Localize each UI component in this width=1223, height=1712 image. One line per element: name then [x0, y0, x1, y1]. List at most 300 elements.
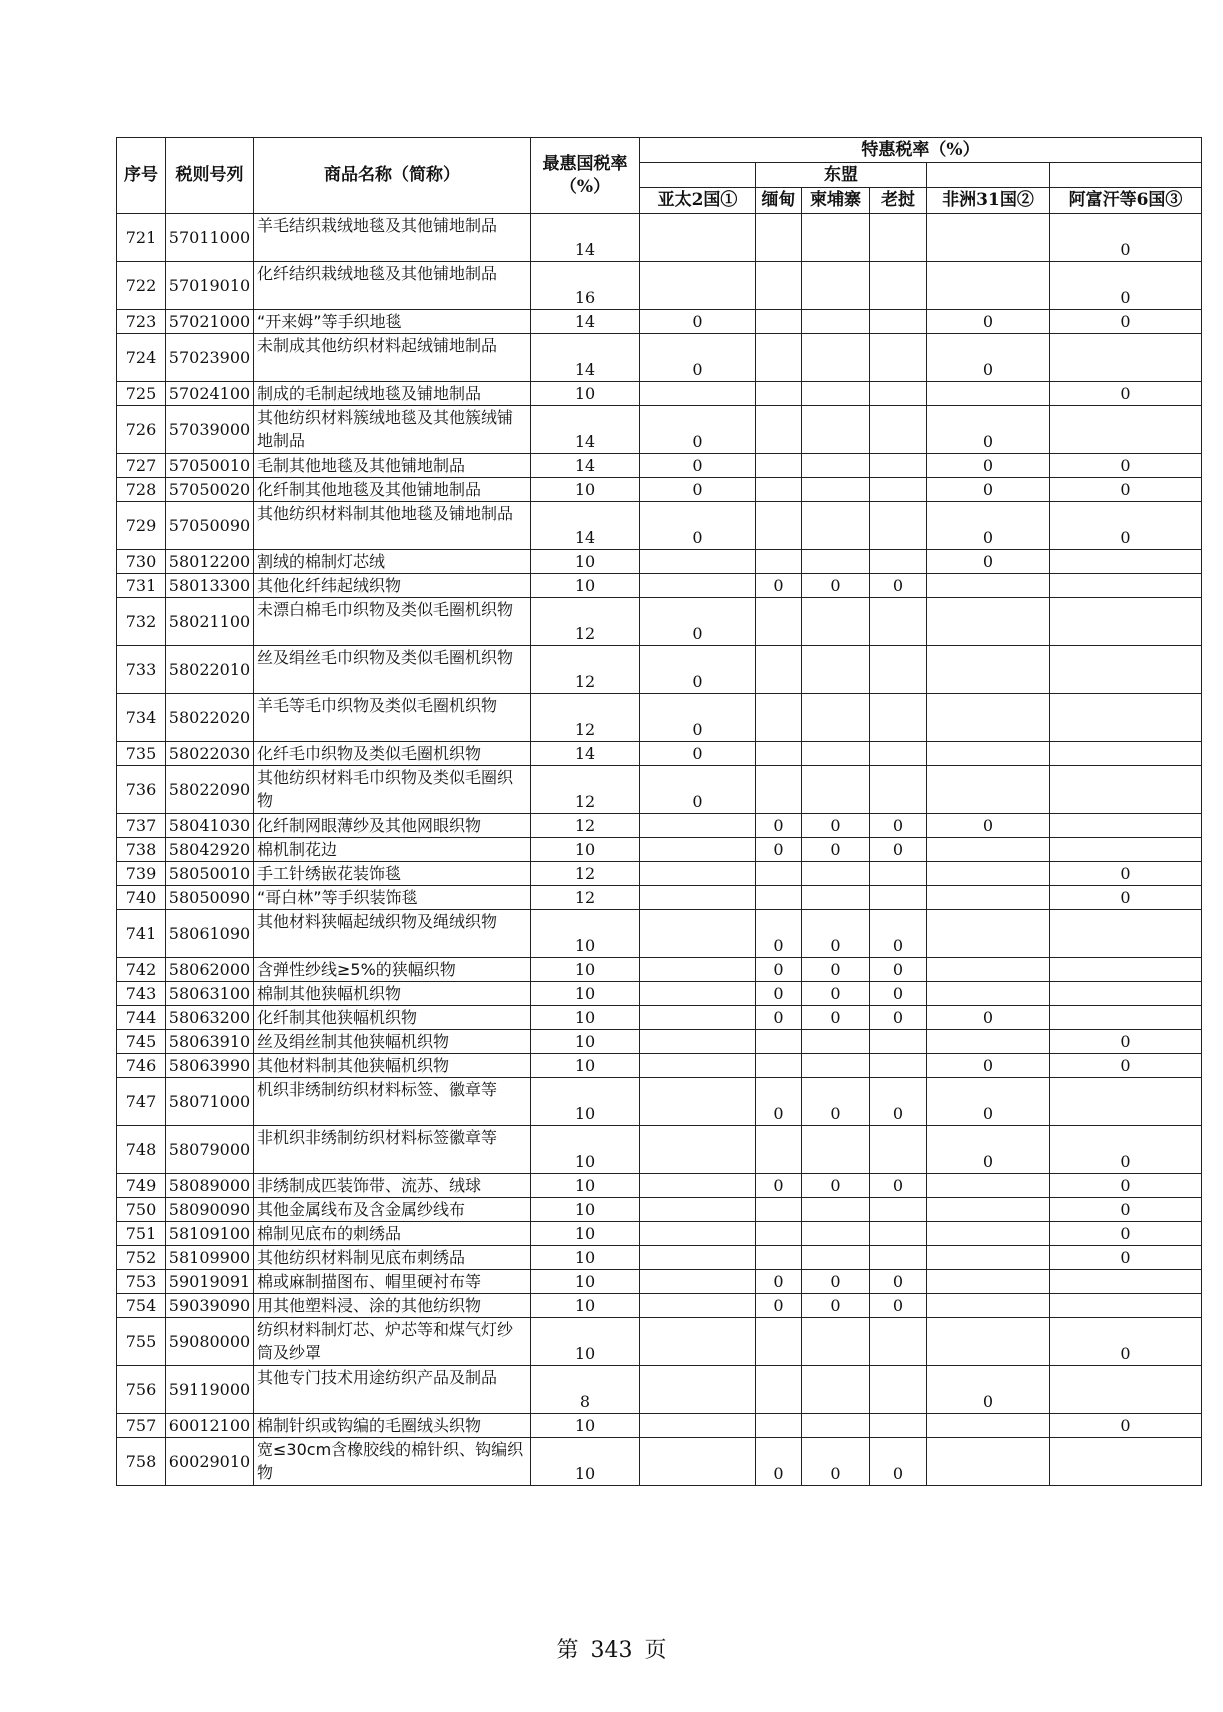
cell-cambodia: 0: [802, 838, 870, 862]
cell-africa: [927, 214, 1050, 262]
cell-laos: 0: [870, 1078, 927, 1126]
cell-mfn-rate: 10: [531, 1318, 640, 1366]
cell-cambodia: [802, 382, 870, 406]
cell-code: 58022010: [166, 646, 254, 694]
cell-seq: 744: [117, 1006, 166, 1030]
cell-afghanistan: 0: [1050, 1126, 1202, 1174]
cell-seq: 757: [117, 1414, 166, 1438]
cell-afghanistan: 0: [1050, 1174, 1202, 1198]
cell-africa: [927, 838, 1050, 862]
cell-seq: 736: [117, 766, 166, 814]
cell-myanmar: [756, 766, 802, 814]
table-row: [117, 814, 1202, 838]
cell-name: 非绣制成匹装饰带、流苏、绒球: [254, 1174, 531, 1198]
cell-cambodia: [802, 502, 870, 550]
cell-code: 58012200: [166, 550, 254, 574]
cell-cambodia: [802, 766, 870, 814]
cell-laos: [870, 1318, 927, 1366]
cell-africa: [927, 862, 1050, 886]
cell-myanmar: [756, 598, 802, 646]
cell-name: 手工针绣嵌花装饰毯: [254, 862, 531, 886]
cell-seq: 730: [117, 550, 166, 574]
cell-laos: [870, 1126, 927, 1174]
cell-afghanistan: 0: [1050, 454, 1202, 478]
cell-code: 59119000: [166, 1366, 254, 1414]
cell-laos: [870, 1366, 927, 1414]
cell-mfn-rate: 12: [531, 694, 640, 742]
cell-myanmar: [756, 262, 802, 310]
table-row: [117, 1030, 1202, 1054]
cell-myanmar: 0: [756, 1078, 802, 1126]
cell-mfn-rate: 10: [531, 478, 640, 502]
cell-code: 58022030: [166, 742, 254, 766]
cell-seq: 723: [117, 310, 166, 334]
page-suffix: 页: [644, 1638, 667, 1663]
table-row: [117, 982, 1202, 1006]
cell-africa: [927, 1438, 1050, 1486]
cell-africa: [927, 1318, 1050, 1366]
cell-name: 宽≤30cm含橡胶线的棉针织、钩编织物: [254, 1438, 531, 1486]
header-col-myanmar: 缅甸: [756, 188, 802, 214]
header-empty: [927, 163, 1050, 188]
table-row: [117, 1366, 1202, 1414]
cell-apta: [640, 550, 756, 574]
cell-mfn-rate: 12: [531, 862, 640, 886]
cell-africa: 0: [927, 1126, 1050, 1174]
cell-laos: [870, 1222, 927, 1246]
cell-laos: 0: [870, 1294, 927, 1318]
cell-apta: [640, 1246, 756, 1270]
cell-afghanistan: 0: [1050, 1246, 1202, 1270]
cell-africa: [927, 742, 1050, 766]
cell-seq: 755: [117, 1318, 166, 1366]
cell-afghanistan: 0: [1050, 1198, 1202, 1222]
table-row: [117, 838, 1202, 862]
cell-afghanistan: 0: [1050, 310, 1202, 334]
cell-laos: [870, 454, 927, 478]
cell-cambodia: [802, 1198, 870, 1222]
cell-myanmar: [756, 334, 802, 382]
cell-africa: [927, 766, 1050, 814]
cell-myanmar: 0: [756, 910, 802, 958]
cell-seq: 732: [117, 598, 166, 646]
cell-cambodia: 0: [802, 1006, 870, 1030]
cell-mfn-rate: 10: [531, 1030, 640, 1054]
cell-myanmar: [756, 454, 802, 478]
header-col-afghanistan: 阿富汗等6国③: [1050, 188, 1202, 214]
cell-myanmar: [756, 886, 802, 910]
table-row: [117, 598, 1202, 646]
cell-name: 毛制其他地毯及其他铺地制品: [254, 454, 531, 478]
cell-code: 57021000: [166, 310, 254, 334]
cell-afghanistan: [1050, 1078, 1202, 1126]
cell-mfn-rate: 10: [531, 1126, 640, 1174]
cell-cambodia: 0: [802, 982, 870, 1006]
cell-afghanistan: [1050, 694, 1202, 742]
table-row: [117, 1294, 1202, 1318]
cell-code: 58063990: [166, 1054, 254, 1078]
cell-seq: 750: [117, 1198, 166, 1222]
cell-name: 其他化纤纬起绒织物: [254, 574, 531, 598]
cell-africa: [927, 598, 1050, 646]
cell-apta: [640, 1366, 756, 1414]
cell-laos: [870, 1246, 927, 1270]
cell-code: 57050090: [166, 502, 254, 550]
cell-seq: 738: [117, 838, 166, 862]
cell-myanmar: [756, 1198, 802, 1222]
cell-code: 57039000: [166, 406, 254, 454]
cell-laos: [870, 694, 927, 742]
cell-myanmar: 0: [756, 814, 802, 838]
cell-mfn-rate: 14: [531, 310, 640, 334]
cell-code: 57050020: [166, 478, 254, 502]
cell-mfn-rate: 10: [531, 382, 640, 406]
cell-apta: 0: [640, 742, 756, 766]
cell-apta: [640, 838, 756, 862]
cell-name: 机织非绣制纺织材料标签、徽章等: [254, 1078, 531, 1126]
cell-cambodia: [802, 1414, 870, 1438]
cell-code: 59080000: [166, 1318, 254, 1366]
cell-myanmar: 0: [756, 1006, 802, 1030]
cell-cambodia: [802, 310, 870, 334]
cell-mfn-rate: 14: [531, 742, 640, 766]
cell-myanmar: 0: [756, 574, 802, 598]
cell-mfn-rate: 8: [531, 1366, 640, 1414]
header-col-africa: 非洲31国②: [927, 188, 1050, 214]
cell-seq: 741: [117, 910, 166, 958]
cell-afghanistan: 0: [1050, 1318, 1202, 1366]
cell-africa: 0: [927, 814, 1050, 838]
cell-afghanistan: 0: [1050, 478, 1202, 502]
table-row: [117, 478, 1202, 502]
cell-seq: 740: [117, 886, 166, 910]
cell-africa: 0: [927, 1078, 1050, 1126]
cell-apta: 0: [640, 598, 756, 646]
header-col-apta: 亚太2国①: [640, 188, 756, 214]
cell-apta: [640, 262, 756, 310]
cell-seq: 727: [117, 454, 166, 478]
cell-code: 58109100: [166, 1222, 254, 1246]
cell-code: 58089000: [166, 1174, 254, 1198]
cell-mfn-rate: 12: [531, 598, 640, 646]
cell-apta: [640, 1318, 756, 1366]
cell-apta: [640, 574, 756, 598]
cell-africa: 0: [927, 1366, 1050, 1414]
header-mfn-rate: 最惠国税率（%）: [531, 138, 640, 214]
cell-afghanistan: 0: [1050, 262, 1202, 310]
cell-laos: [870, 886, 927, 910]
cell-africa: [927, 1198, 1050, 1222]
cell-africa: 0: [927, 502, 1050, 550]
cell-laos: [870, 646, 927, 694]
cell-apta: 0: [640, 406, 756, 454]
cell-name: 棉制见底布的刺绣品: [254, 1222, 531, 1246]
header-empty: [1050, 163, 1202, 188]
cell-afghanistan: [1050, 766, 1202, 814]
cell-africa: 0: [927, 406, 1050, 454]
cell-code: 58063200: [166, 1006, 254, 1030]
table-row: [117, 1006, 1202, 1030]
table-row: [117, 1054, 1202, 1078]
cell-laos: 0: [870, 1006, 927, 1030]
cell-cambodia: [802, 1126, 870, 1174]
cell-laos: 0: [870, 1174, 927, 1198]
cell-laos: [870, 862, 927, 886]
cell-cambodia: [802, 334, 870, 382]
cell-africa: [927, 1030, 1050, 1054]
cell-apta: 0: [640, 646, 756, 694]
cell-afghanistan: 0: [1050, 1054, 1202, 1078]
cell-afghanistan: [1050, 1270, 1202, 1294]
table-row: [117, 1270, 1202, 1294]
cell-code: 58079000: [166, 1126, 254, 1174]
table-row: [117, 1438, 1202, 1486]
cell-myanmar: 0: [756, 1294, 802, 1318]
table-row: [117, 1198, 1202, 1222]
cell-cambodia: 0: [802, 1270, 870, 1294]
cell-mfn-rate: 10: [531, 1294, 640, 1318]
cell-myanmar: [756, 694, 802, 742]
cell-cambodia: [802, 1054, 870, 1078]
cell-code: 58021100: [166, 598, 254, 646]
cell-africa: 0: [927, 1006, 1050, 1030]
cell-afghanistan: [1050, 646, 1202, 694]
cell-seq: 758: [117, 1438, 166, 1486]
table-row: [117, 646, 1202, 694]
cell-africa: 0: [927, 478, 1050, 502]
cell-seq: 721: [117, 214, 166, 262]
cell-africa: [927, 1222, 1050, 1246]
cell-africa: [927, 574, 1050, 598]
cell-code: 57024100: [166, 382, 254, 406]
cell-name: 未漂白棉毛巾织物及类似毛圈机织物: [254, 598, 531, 646]
cell-code: 57011000: [166, 214, 254, 262]
cell-cambodia: [802, 646, 870, 694]
cell-africa: [927, 646, 1050, 694]
cell-cambodia: [802, 886, 870, 910]
cell-afghanistan: [1050, 598, 1202, 646]
cell-seq: 745: [117, 1030, 166, 1054]
cell-code: 58062000: [166, 958, 254, 982]
cell-apta: [640, 1054, 756, 1078]
cell-name: 其他材料狭幅起绒织物及绳绒织物: [254, 910, 531, 958]
cell-laos: [870, 382, 927, 406]
table-row: [117, 694, 1202, 742]
cell-mfn-rate: 16: [531, 262, 640, 310]
cell-seq: 734: [117, 694, 166, 742]
cell-apta: 0: [640, 454, 756, 478]
cell-africa: [927, 262, 1050, 310]
cell-myanmar: [756, 1126, 802, 1174]
cell-africa: [927, 694, 1050, 742]
cell-myanmar: [756, 214, 802, 262]
cell-cambodia: 0: [802, 574, 870, 598]
cell-seq: 747: [117, 1078, 166, 1126]
table-row: [117, 886, 1202, 910]
table-row: [117, 742, 1202, 766]
cell-laos: 0: [870, 814, 927, 838]
cell-afghanistan: [1050, 334, 1202, 382]
cell-laos: [870, 214, 927, 262]
cell-mfn-rate: 12: [531, 886, 640, 910]
table-row: [117, 454, 1202, 478]
cell-name: 其他专门技术用途纺织产品及制品: [254, 1366, 531, 1414]
cell-name: 其他纺织材料制见底布刺绣品: [254, 1246, 531, 1270]
cell-afghanistan: [1050, 982, 1202, 1006]
cell-apta: [640, 382, 756, 406]
cell-afghanistan: [1050, 814, 1202, 838]
cell-laos: 0: [870, 958, 927, 982]
cell-name: 其他材料制其他狭幅机织物: [254, 1054, 531, 1078]
cell-myanmar: [756, 1414, 802, 1438]
cell-code: 58022020: [166, 694, 254, 742]
cell-myanmar: 0: [756, 1438, 802, 1486]
cell-seq: 739: [117, 862, 166, 886]
cell-africa: [927, 886, 1050, 910]
cell-apta: [640, 1078, 756, 1126]
cell-seq: 737: [117, 814, 166, 838]
cell-code: 59019091: [166, 1270, 254, 1294]
cell-afghanistan: [1050, 958, 1202, 982]
cell-name: 其他纺织材料制其他地毯及铺地制品: [254, 502, 531, 550]
cell-name: “哥白林”等手织装饰毯: [254, 886, 531, 910]
cell-apta: [640, 1126, 756, 1174]
table-row: [117, 574, 1202, 598]
cell-code: 60029010: [166, 1438, 254, 1486]
cell-name: 其他纺织材料毛巾织物及类似毛圈织物: [254, 766, 531, 814]
cell-mfn-rate: 14: [531, 214, 640, 262]
cell-laos: [870, 478, 927, 502]
cell-name: 用其他塑料浸、涂的其他纺织物: [254, 1294, 531, 1318]
cell-afghanistan: 0: [1050, 214, 1202, 262]
cell-cambodia: [802, 862, 870, 886]
cell-name: 羊毛结织栽绒地毯及其他铺地制品: [254, 214, 531, 262]
cell-code: 58022090: [166, 766, 254, 814]
cell-code: 58042920: [166, 838, 254, 862]
cell-cambodia: [802, 694, 870, 742]
cell-africa: [927, 910, 1050, 958]
cell-code: 57023900: [166, 334, 254, 382]
header-special-rate: 特惠税率（%）: [640, 138, 1202, 163]
cell-name: 化纤毛巾织物及类似毛圈机织物: [254, 742, 531, 766]
cell-cambodia: [802, 1030, 870, 1054]
cell-cambodia: [802, 262, 870, 310]
cell-cambodia: [802, 478, 870, 502]
cell-cambodia: 0: [802, 910, 870, 958]
cell-apta: [640, 814, 756, 838]
cell-cambodia: 0: [802, 814, 870, 838]
cell-laos: [870, 1414, 927, 1438]
cell-afghanistan: 0: [1050, 382, 1202, 406]
cell-mfn-rate: 10: [531, 1414, 640, 1438]
cell-seq: 756: [117, 1366, 166, 1414]
cell-laos: [870, 1030, 927, 1054]
cell-myanmar: [756, 1318, 802, 1366]
cell-myanmar: [756, 406, 802, 454]
cell-seq: 753: [117, 1270, 166, 1294]
cell-mfn-rate: 10: [531, 1222, 640, 1246]
cell-mfn-rate: 10: [531, 1078, 640, 1126]
cell-apta: [640, 1270, 756, 1294]
cell-name: 其他金属线布及含金属纱线布: [254, 1198, 531, 1222]
cell-name: 棉机制花边: [254, 838, 531, 862]
cell-africa: 0: [927, 334, 1050, 382]
header-seq: 序号: [117, 138, 166, 214]
cell-cambodia: [802, 1366, 870, 1414]
cell-laos: 0: [870, 574, 927, 598]
cell-name: 化纤结织栽绒地毯及其他铺地制品: [254, 262, 531, 310]
cell-myanmar: 0: [756, 982, 802, 1006]
cell-laos: [870, 262, 927, 310]
cell-myanmar: [756, 478, 802, 502]
header-col-cambodia: 柬埔寨: [802, 188, 870, 214]
cell-code: 58050090: [166, 886, 254, 910]
cell-seq: 748: [117, 1126, 166, 1174]
cell-apta: [640, 1294, 756, 1318]
cell-myanmar: [756, 742, 802, 766]
cell-afghanistan: 0: [1050, 1414, 1202, 1438]
table-row: [117, 310, 1202, 334]
cell-myanmar: [756, 310, 802, 334]
cell-cambodia: [802, 742, 870, 766]
cell-mfn-rate: 10: [531, 574, 640, 598]
cell-mfn-rate: 14: [531, 406, 640, 454]
cell-apta: 0: [640, 766, 756, 814]
cell-laos: 0: [870, 1438, 927, 1486]
cell-myanmar: 0: [756, 838, 802, 862]
cell-cambodia: [802, 406, 870, 454]
cell-africa: [927, 1414, 1050, 1438]
cell-apta: [640, 910, 756, 958]
cell-afghanistan: 0: [1050, 502, 1202, 550]
table-row: [117, 766, 1202, 814]
cell-africa: [927, 1270, 1050, 1294]
cell-name: 羊毛等毛巾织物及类似毛圈机织物: [254, 694, 531, 742]
cell-myanmar: [756, 1222, 802, 1246]
cell-cambodia: 0: [802, 1438, 870, 1486]
cell-cambodia: 0: [802, 958, 870, 982]
table-row: [117, 1078, 1202, 1126]
cell-cambodia: 0: [802, 1294, 870, 1318]
table-row: [117, 958, 1202, 982]
cell-cambodia: 0: [802, 1078, 870, 1126]
cell-mfn-rate: 10: [531, 982, 640, 1006]
cell-africa: [927, 1294, 1050, 1318]
table-row: [117, 1246, 1202, 1270]
cell-laos: [870, 1198, 927, 1222]
cell-laos: [870, 406, 927, 454]
table-row: [117, 1126, 1202, 1174]
cell-mfn-rate: 10: [531, 1054, 640, 1078]
cell-cambodia: [802, 1318, 870, 1366]
cell-apta: [640, 1006, 756, 1030]
cell-africa: 0: [927, 1054, 1050, 1078]
cell-afghanistan: [1050, 574, 1202, 598]
cell-mfn-rate: 12: [531, 766, 640, 814]
cell-myanmar: [756, 1366, 802, 1414]
cell-afghanistan: 0: [1050, 862, 1202, 886]
table-row: [117, 262, 1202, 310]
cell-afghanistan: 0: [1050, 1030, 1202, 1054]
cell-apta: [640, 1438, 756, 1486]
cell-code: 58109900: [166, 1246, 254, 1270]
cell-cambodia: [802, 454, 870, 478]
table-row: [117, 382, 1202, 406]
cell-myanmar: 0: [756, 1270, 802, 1294]
cell-afghanistan: [1050, 406, 1202, 454]
cell-seq: 751: [117, 1222, 166, 1246]
cell-mfn-rate: 10: [531, 1198, 640, 1222]
